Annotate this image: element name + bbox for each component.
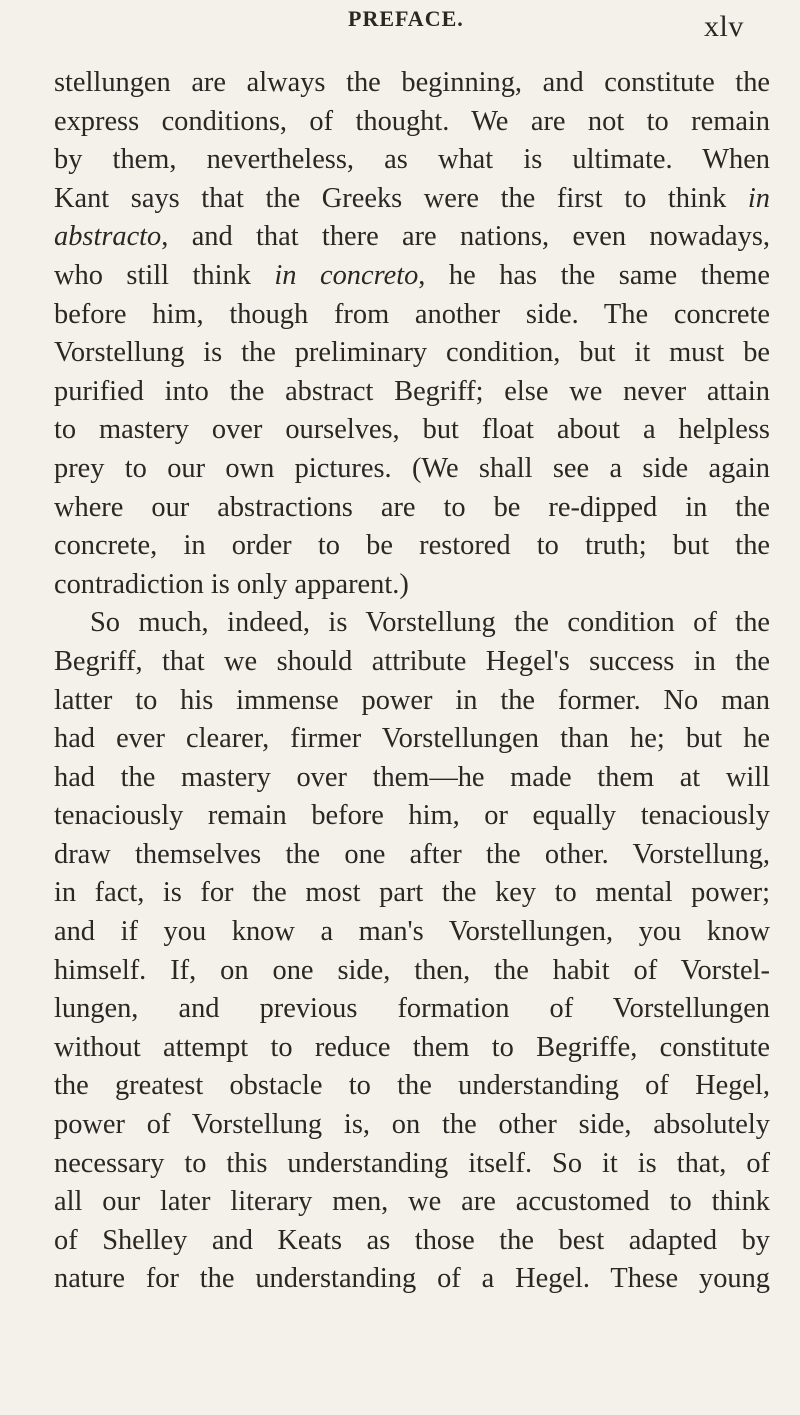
text-line: contradiction is only apparent.): [54, 568, 409, 600]
text-line: had ever clearer, firmer Vorstellungen than he; but he: [54, 723, 770, 755]
text-line: had the mastery over them—he made them at will: [54, 761, 770, 793]
text-line: stellungen are always the beginning, and constitute the: [54, 67, 770, 98]
text-line: tenaciously remain before him, or equally tenaciously: [54, 800, 770, 832]
text-line: before him, though from another side. The concrete: [54, 298, 770, 330]
text-line: the greatest obstacle to the understanding of Hegel,: [54, 1070, 770, 1102]
italic-text: in concreto: [274, 259, 419, 291]
text-line: himself. If, on one side, then, the habit of Vorstel-: [54, 954, 770, 986]
text-line: of Shelley and Keats as those the best adapted by: [54, 1224, 770, 1256]
page-number: xlv: [704, 10, 744, 43]
text-line: in fact, is for the most part the key to mental power;: [54, 877, 770, 909]
text-line: express conditions, of thought. We are not to remain: [54, 105, 770, 137]
text-line: to mastery over ourselves, but float about a helpless: [54, 414, 770, 446]
running-head: [0, 4, 800, 44]
text-line: draw themselves the one after the other. Vorstellung,: [54, 838, 770, 870]
text-line: where our abstractions are to be re-dipped in the: [54, 491, 770, 523]
text-line: Kant says that the Greeks were the first to think in: [54, 182, 770, 214]
text-line: without attempt to reduce them to Begriffe, constitute: [54, 1031, 770, 1063]
text-line: latter to his immense power in the former. No man: [54, 684, 770, 716]
text-line: by them, nevertheless, as what is ultimate. When: [54, 144, 770, 176]
text-line: power of Vorstellung is, on the other side, absolutely: [54, 1109, 770, 1141]
text-line: abstracto, and that there are nations, even nowadays,: [54, 221, 770, 253]
paragraph-start-line: So much, indeed, is Vorstellung the condition of the: [90, 607, 770, 639]
text-line: all our later literary men, we are accustomed to think: [54, 1186, 770, 1218]
running-head-title: PREFACE.: [348, 6, 464, 31]
text-line: Begriff, that we should attribute Hegel's success in the: [54, 645, 770, 677]
text-line: prey to our own pictures. (We shall see a side again: [54, 452, 770, 484]
text-line: who still think in concreto, he has the same theme: [54, 259, 770, 291]
italic-text: in: [747, 182, 770, 214]
text-line: nature for the understanding of a Hegel. These young: [54, 1263, 770, 1295]
text-line: necessary to this understanding itself. So it is that, of: [54, 1147, 770, 1179]
text-line: and if you know a man's Vorstellungen, you know: [54, 916, 770, 948]
italic-text: abstracto: [54, 221, 162, 253]
text-line: lungen, and previous formation of Vorstellungen: [54, 993, 770, 1025]
text-line: purified into the abstract Begriff; else we never attain: [54, 375, 770, 407]
text-line: Vorstellung is the preliminary condition, but it must be: [54, 337, 770, 369]
body-text: [54, 64, 770, 1299]
text-line: concrete, in order to be restored to truth; but the: [54, 530, 770, 562]
